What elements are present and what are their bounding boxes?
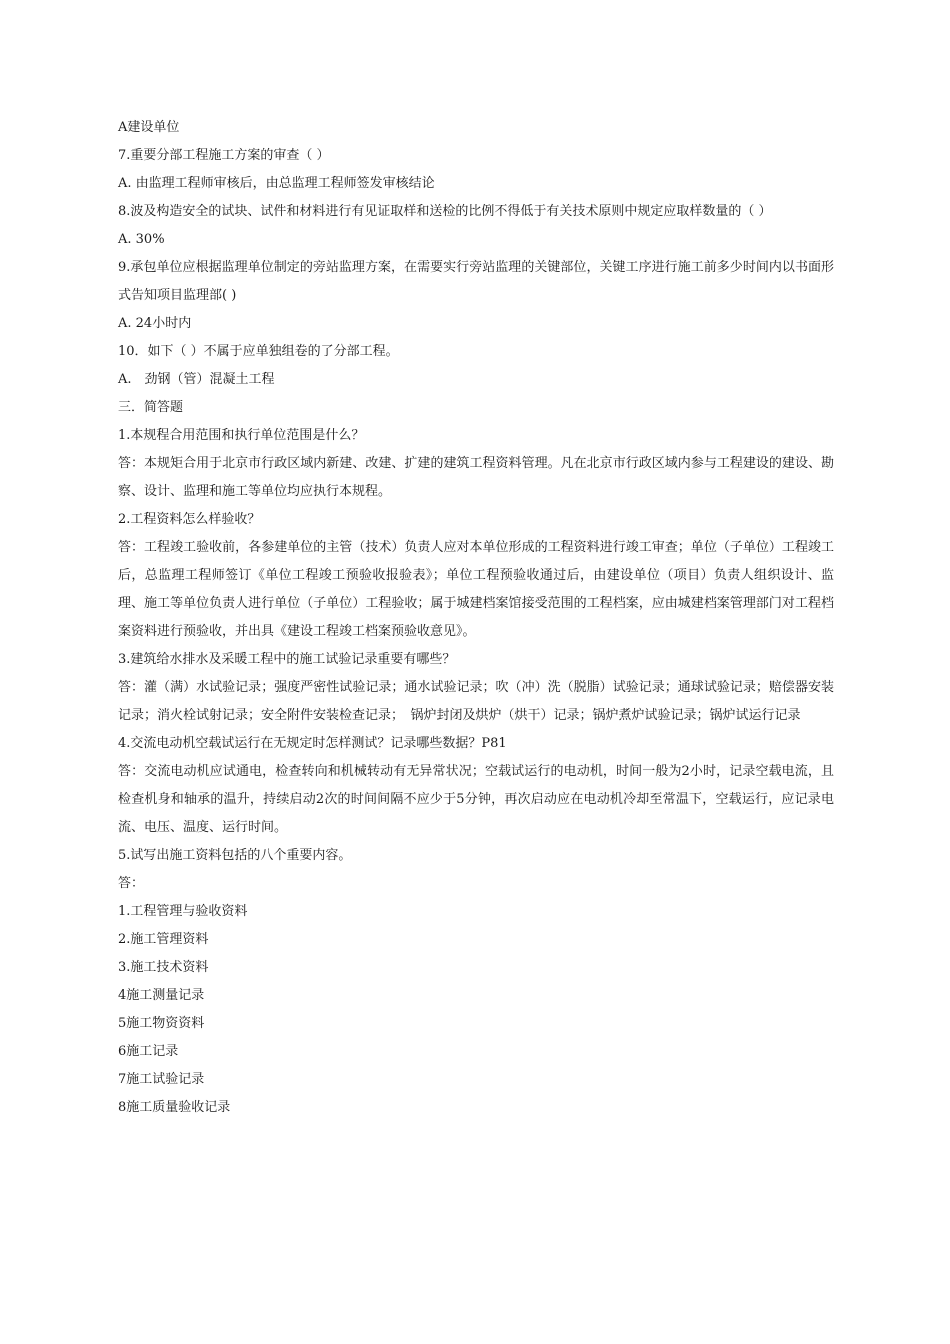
short-question-1: 1.本规程合用范围和执行单位范围是什么？ [118,428,365,443]
question-7: 7.重要分部工程施工方案的审查（ ） [118,148,330,163]
list-item: 1.工程管理与验收资料 [118,904,248,919]
answer-9: A. 24小时内 [118,316,192,331]
list-item: 8施工质量验收记录 [118,1100,231,1115]
list-item: 5施工物资资料 [118,1016,205,1031]
answer-7: A. 由监理工程师审核后，由总监理工程师签发审核结论 [118,176,435,191]
list-item: 2.施工管理资料 [118,932,209,947]
question-9: 9.承包单位应根据监理单位制定的旁站监理方案，在需要实行旁站监理的关键部位，关键工序进行施工前多少时间内以书面形式告知项目监理部( ) [118,260,834,303]
short-answer-2: 答：工程竣工验收前，各参建单位的主管（技术）负责人应对本单位形成的工程资料进行竣工审查；单位（子单位）工程竣工后，总监理工程师签订《单位工程竣工预验收报验表》；单位工程预验收通过后，由建设单位（项目）负责人组织设计、监理、施工等单位负责人进行单位（子单位）工程验收；属于城建档案馆接受范围的工程档案，应由城建档案管理部门对工程档案资料进行预验收，并出具《建设工程竣工档案预验收意见》。 [118,540,834,639]
document-page [118,114,834,1122]
section-heading: 三．简答题 [118,400,184,415]
answer-line: A建设单位 [118,120,180,135]
short-answer-4: 答：交流电动机应试通电，检查转向和机械转动有无异常状况；空载试运行的电动机，时间一般为2小时，记录空载电流，且检查机身和轴承的温升，持续启动2次的时间间隔不应少于5分钟，再次启动应在电动机冷却至常温下，空载运行，应记录电流、电压、温度、运行时间。 [118,764,834,835]
short-answer-1: 答：本规矩合用于北京市行政区域内新建、改建、扩建的建筑工程资料管理。凡在北京市行政区域内参与工程建设的建设、勘察、设计、监理和施工等单位均应执行本规程。 [118,456,834,499]
short-question-2: 2.工程资料怎么样验收？ [118,512,261,527]
answer-10: A. 劲钢（管）混凝土工程 [118,372,275,387]
short-question-3: 3.建筑给水排水及采暖工程中的施工试验记录重要有哪些？ [118,652,456,667]
list-item: 7施工试验记录 [118,1072,205,1087]
short-question-5: 5.试写出施工资料包括的八个重要内容。 [118,848,352,863]
answer-8: A. 30% [118,232,165,247]
list-item: 4施工测量记录 [118,988,205,1003]
short-question-4: 4.交流电动机空载试运行在无规定时怎样测试？记录哪些数据？P81 [118,736,507,751]
question-8: 8.波及构造安全的试块、试件和材料进行有见证取样和送检的比例不得低于有关技术原则中规定应取样数量的（ ） [118,204,772,219]
list-item: 6施工记录 [118,1044,179,1059]
list-item: 3.施工技术资料 [118,960,209,975]
short-answer-3: 答：灌（满）水试验记录；强度严密性试验记录；通水试验记录；吹（冲）洗（脱脂）试验记录；通球试验记录；赔偿器安装记录；消火栓试射记录；安全附件安装检查记录； 锅炉封闭及烘炉（烘干）记录；锅炉煮炉试验记录；锅炉试运行记录 [118,680,834,723]
short-answer-5-label: 答： [118,876,145,891]
question-10: 10．如下（ ）不属于应单独组卷的了分部工程。 [118,344,399,359]
